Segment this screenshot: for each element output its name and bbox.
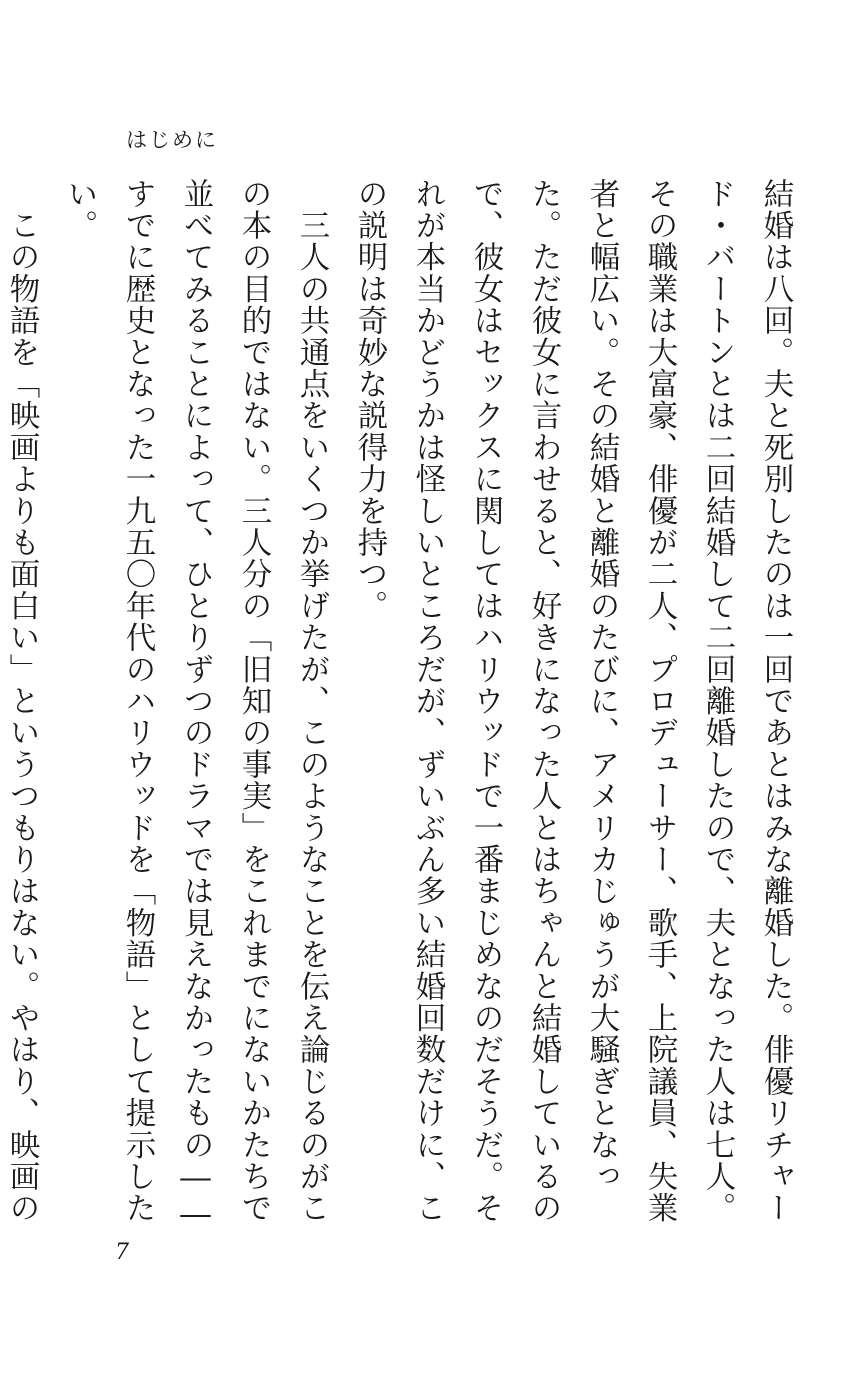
body-text bbox=[0, 178, 804, 1238]
page-number: 7 bbox=[115, 1240, 129, 1265]
running-head: はじめに bbox=[126, 128, 218, 152]
paragraph: 三人の共通点をいくつか挙げたが、このようなことを伝え論じるのがこの本の目的ではない。三人分の「旧知の事実」をこれまでにないかたちで並べてみることによって、ひとりずつのドラマでは見えなかったもの――すでに歴史となった一九五〇年代のハリウッドを「物語」として提示したい。 bbox=[62, 178, 329, 1234]
paragraph: 結婚は八回。夫と死別したのは一回であとはみな離婚した。俳優リチャード・バートンとは二回結婚して二回離婚したので、夫となった人は七人。その職業は大富豪、俳優が二人、プロデューサー、歌手、上院議員、失業者と幅広い。その結婚と離婚のたびに、アメリカじゅうが大騒ぎとなった。ただ彼女に言わせると、好きになった人とはちゃんと結婚しているので、彼女はセックスに関してはハリウッドで一番まじめなのだそうだ。それが本当かどうかは怪しいところだが、ずいぶん多い結婚回数だけに、この説明は奇妙な説得力を持つ。 bbox=[352, 178, 793, 1225]
paragraph: この物語を「映画よりも面白い」というつもりはない。やはり、映画の bbox=[4, 209, 39, 1225]
